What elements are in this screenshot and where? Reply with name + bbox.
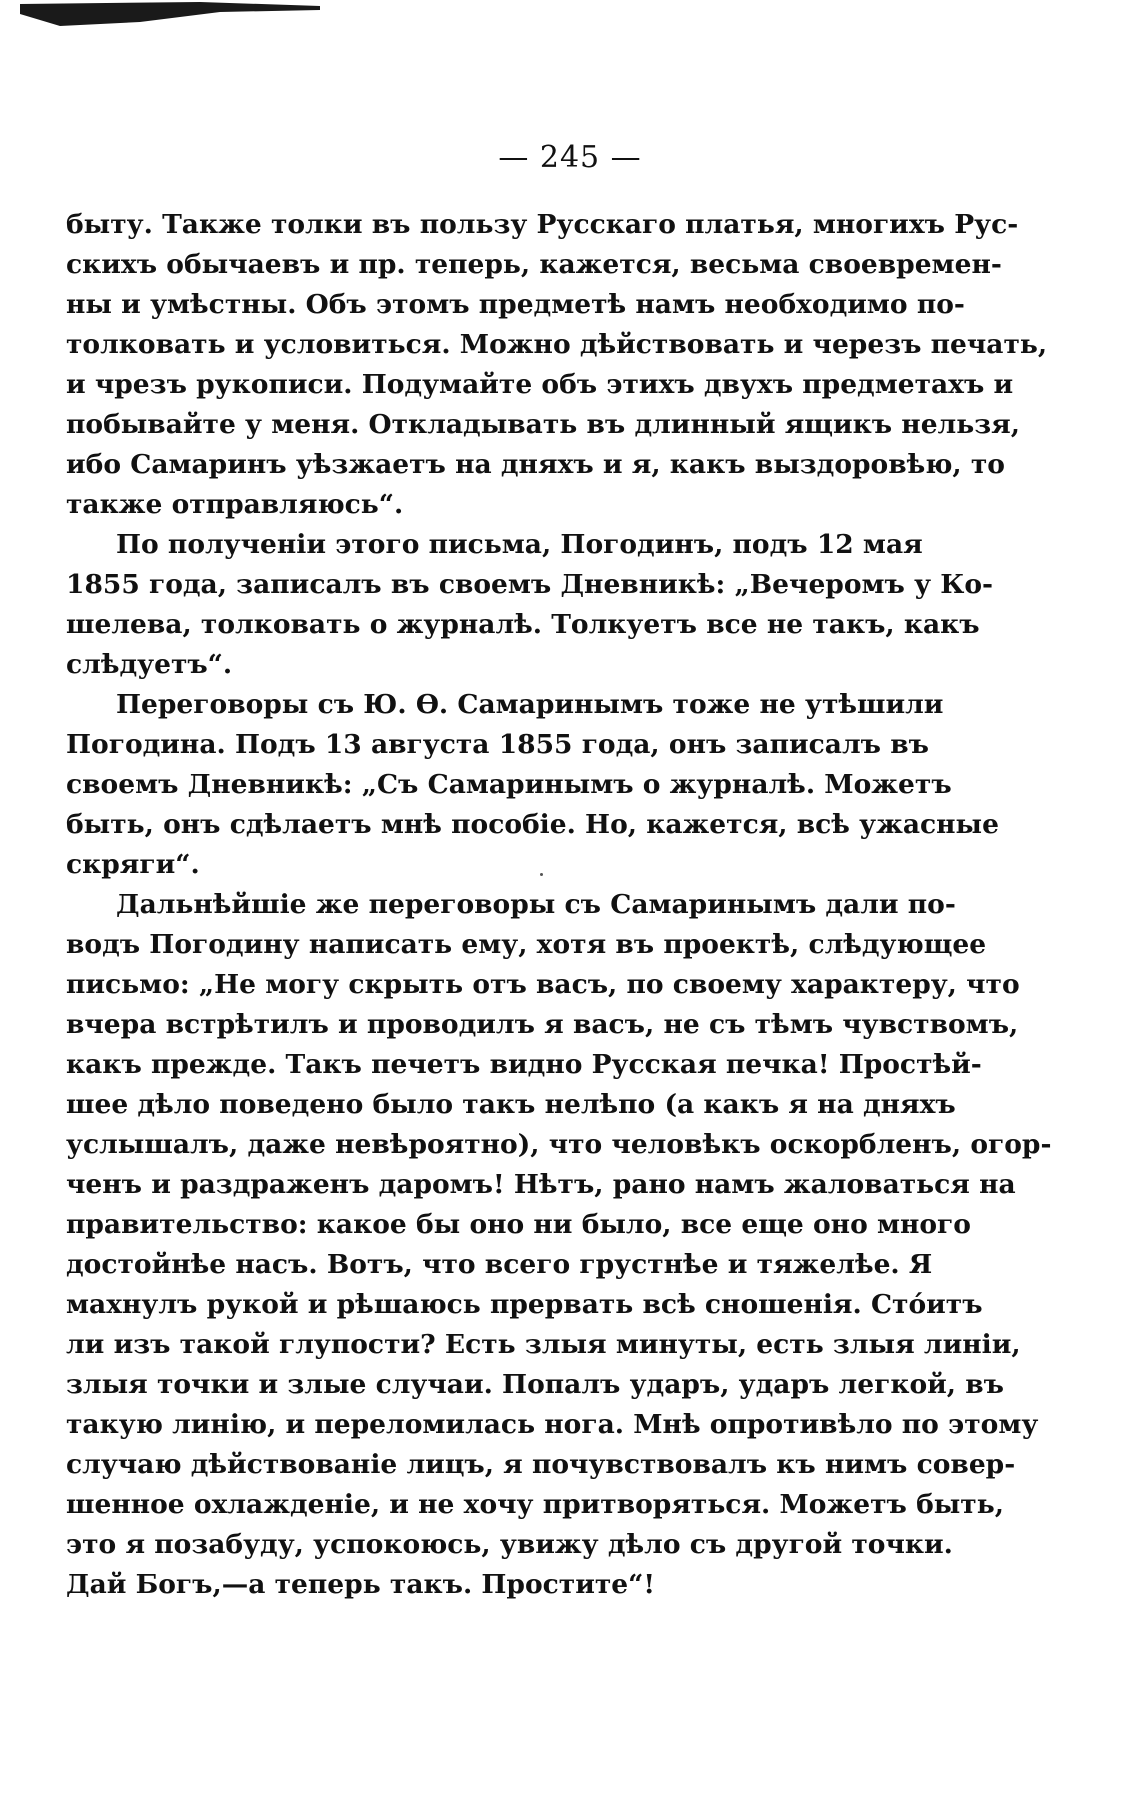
text-line: ли изъ такой глупости? Есть злыя минуты, есть злыя линіи, [66, 1329, 1021, 1360]
text-line: Погодина. Подъ 13 августа 1855 года, онъ записалъ въ [66, 729, 929, 760]
scan-artifact-mark [20, 0, 340, 30]
body-text [66, 205, 1052, 1605]
text-line: побывайте у меня. Откладывать въ длинный ящикъ нельзя, [66, 409, 1020, 440]
page-number: — 245 — [498, 140, 642, 175]
text-line: 1855 года, записалъ въ своемъ Дневникѣ: „Вечеромъ у Ко- [66, 569, 994, 600]
text-line: шенное охлажденіе, и не хочу притворяться. Можетъ быть, [66, 1489, 1004, 1520]
text-line: ны и умѣстны. Объ этомъ предметѣ намъ необходимо по- [66, 289, 965, 320]
text-line: письмо: „Не могу скрыть отъ васъ, по своему характеру, что [66, 969, 1020, 1000]
text-line: водъ Погодину написать ему, хотя въ проектѣ, слѣдующее [66, 929, 987, 960]
text-line: такую линію, и переломилась нога. Мнѣ опротивѣло по этому [66, 1409, 1039, 1440]
text-line: скряги“. [66, 849, 200, 880]
text-line: вчера встрѣтилъ и проводилъ я васъ, не съ тѣмъ чувствомъ, [66, 1009, 1019, 1040]
text-line: слѣдуетъ“. [66, 649, 233, 680]
text-line: махнулъ рукой и рѣшаюсь прервать всѣ сношенія. Стóитъ [66, 1289, 983, 1320]
text-line: и чрезъ рукописи. Подумайте объ этихъ двухъ предметахъ и [66, 369, 1014, 400]
text-line: ибо Самаринъ уѣзжаетъ на дняхъ и я, какъ выздоровѣю, то [66, 449, 1005, 480]
text-line: Дальнѣйшіе же переговоры съ Самаринымъ дали по- [116, 889, 956, 920]
text-line: злыя точки и злые случаи. Попалъ ударъ, ударъ легкой, въ [66, 1369, 1004, 1400]
scan-speck [540, 873, 543, 876]
text-line: быту. Также толки въ пользу Русскаго платья, многихъ Рус- [66, 209, 1019, 240]
text-line: услышалъ, даже невѣроятно), что человѣкъ оскорбленъ, огор- [66, 1129, 1052, 1160]
text-line: шее дѣло поведено было такъ нелѣпо (а какъ я на дняхъ [66, 1089, 956, 1120]
text-line: толковать и условиться. Можно дѣйствовать и черезъ печать, [66, 329, 1048, 360]
text-line: это я позабуду, успокоюсь, увижу дѣло съ другой точки. [66, 1529, 953, 1560]
text-line: По полученіи этого письма, Погодинъ, подъ 12 мая [116, 529, 923, 560]
text-line: также отправляюсь“. [66, 489, 404, 520]
text-line: ченъ и раздраженъ даромъ! Нѣтъ, рано намъ жаловаться на [66, 1169, 1016, 1200]
text-line: Дай Богъ,—а теперь такъ. Простите“! [66, 1569, 656, 1600]
text-line: Переговоры съ Ю. Ѳ. Самаринымъ тоже не утѣшили [116, 689, 944, 720]
text-line: случаю дѣйствованіе лицъ, я почувствовалъ къ нимъ совер- [66, 1449, 1016, 1480]
text-line: своемъ Дневникѣ: „Съ Самаринымъ о журналѣ. Можетъ [66, 769, 952, 800]
text-line: правительство: какое бы оно ни было, все еще оно много [66, 1209, 971, 1240]
text-line: достойнѣе насъ. Вотъ, что всего грустнѣе и тяжелѣе. Я [66, 1249, 933, 1280]
text-line: какъ прежде. Такъ печетъ видно Русская печка! Простѣй- [66, 1049, 982, 1080]
text-line: быть, онъ сдѣлаетъ мнѣ пособіе. Но, кажется, всѣ ужасные [66, 809, 999, 840]
text-line: скихъ обычаевъ и пр. теперь, кажется, весьма своевремен- [66, 249, 1002, 280]
text-line: шелева, толковать о журналѣ. Толкуетъ все не такъ, какъ [66, 609, 980, 640]
